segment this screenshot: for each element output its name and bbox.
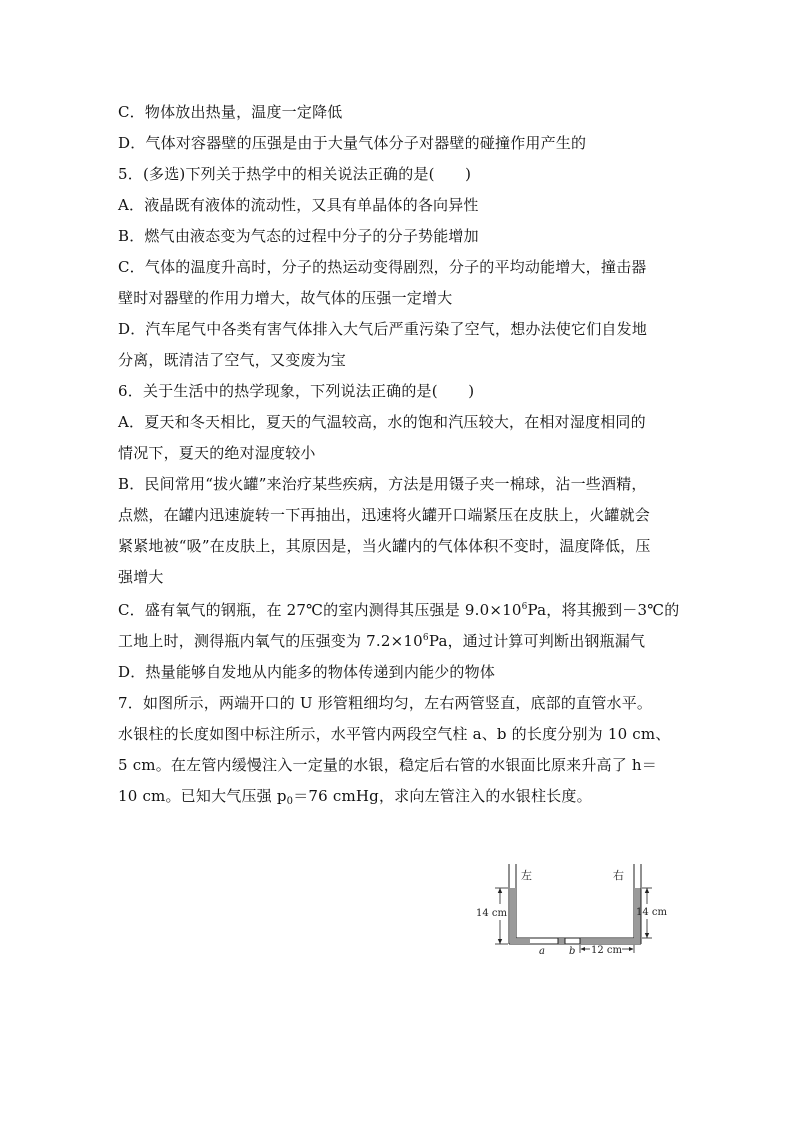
question-7-title: 7．如图所示，两端开口的 U 形管粗细均匀，左右两管竖直，底部的直管水平。 [118, 694, 653, 712]
left-tube-label: 左 [521, 869, 532, 882]
arrow-head [645, 933, 649, 938]
text-line: 情况下，夏天的绝对湿度较小 [118, 444, 316, 462]
air-column-b-label: b [569, 946, 576, 954]
text-line [118, 600, 679, 620]
text-line: C．气体的温度升高时，分子的热运动变得剧烈，分子的平均动能增大，撞击器 [118, 258, 647, 276]
text-line: D．气体对容器壁的压强是由于大量气体分子对器壁的碰撞作用产生的 [118, 134, 587, 152]
text-line: 水银柱的长度如图中标注所示，水平管内两段空气柱 a、b 的长度分别为 10 cm、 [118, 725, 671, 743]
text-line: 分离，既清洁了空气，又变废为宝 [118, 351, 347, 369]
text-line: A．夏天和冬天相比，夏天的气温较高，水的饱和汽压较大，在相对湿度相同的 [118, 413, 646, 431]
text-line: 点燃，在罐内迅速旋转一下再抽出，迅速将火罐开口端紧压在皮肤上，火罐就会 [118, 506, 651, 524]
mercury-bottom-right [580, 939, 634, 944]
text-line: D．汽车尾气中各类有害气体排入大气后严重污染了空气，想办法使它们自发地 [118, 320, 648, 338]
text-line [118, 631, 645, 651]
right-length-label: 14 cm [636, 907, 667, 918]
u-tube-figure [472, 862, 672, 954]
text-line: 紧紧地被“吸”在皮肤上，其原因是，当火罐内的气体体积不变时，温度降低，压 [118, 537, 651, 555]
mercury-bottom-left [516, 939, 530, 944]
arrow-head [498, 939, 502, 944]
arrow-head [645, 888, 649, 893]
text-line: A．液晶既有液体的流动性，又具有单晶体的各向异性 [118, 196, 479, 214]
arrow-head [498, 888, 502, 893]
text-fragment: 10 cm。已知大气压强 p [118, 787, 287, 805]
text-fragment: C．盛有氧气的钢瓶，在 27℃的室内测得其压强是 9.0×10 [118, 601, 522, 619]
left-length-label: 14 cm [476, 908, 507, 919]
text-line: D．热量能够自发地从内能多的物体传递到内能少的物体 [118, 663, 496, 681]
text-fragment: 工地上时，测得瓶内氧气的压强变为 7.2×10 [118, 632, 423, 650]
arrow-head [629, 947, 634, 951]
text-fragment: Pa，将其搬到－3℃的 [527, 601, 680, 619]
text-line: B．民间常用“拔火罐”来治疗某些疾病，方法是用镊子夹一棉球，沾一些酒精， [118, 475, 647, 493]
text-line: 5 cm。在左管内缓慢注入一定量的水银，稳定后右管的水银面比原来升高了 h＝ [118, 756, 657, 774]
right-tube-label: 右 [613, 869, 624, 882]
mercury-between-ab [558, 939, 565, 944]
question-6-title: 6．关于生活中的热学现象，下列说法正确的是( ) [118, 382, 475, 400]
text-fragment: Pa，通过计算可判断出钢瓶漏气 [428, 632, 646, 650]
exponent: 6 [521, 602, 528, 612]
text-line: B．燃气由液态变为气态的过程中分子的分子势能增加 [118, 227, 479, 245]
bottom-length-label: 12 cm [591, 945, 622, 954]
exponent: 6 [422, 633, 429, 643]
text-line: 壁时对器壁的作用力增大，故气体的压强一定增大 [118, 289, 453, 307]
text-line [118, 786, 592, 806]
subscript: 0 [286, 796, 294, 807]
arrow-head [581, 947, 586, 951]
air-column-a-label: a [539, 946, 545, 954]
text-line: C．物体放出热量，温度一定降低 [118, 103, 343, 121]
mercury-column-left [510, 888, 516, 944]
question-5-title: 5．(多选)下列关于热学中的相关说法正确的是( ) [118, 165, 472, 183]
text-fragment: ＝76 cmHg，求向左管注入的水银柱长度。 [293, 787, 592, 805]
text-line: 强增大 [118, 568, 164, 586]
